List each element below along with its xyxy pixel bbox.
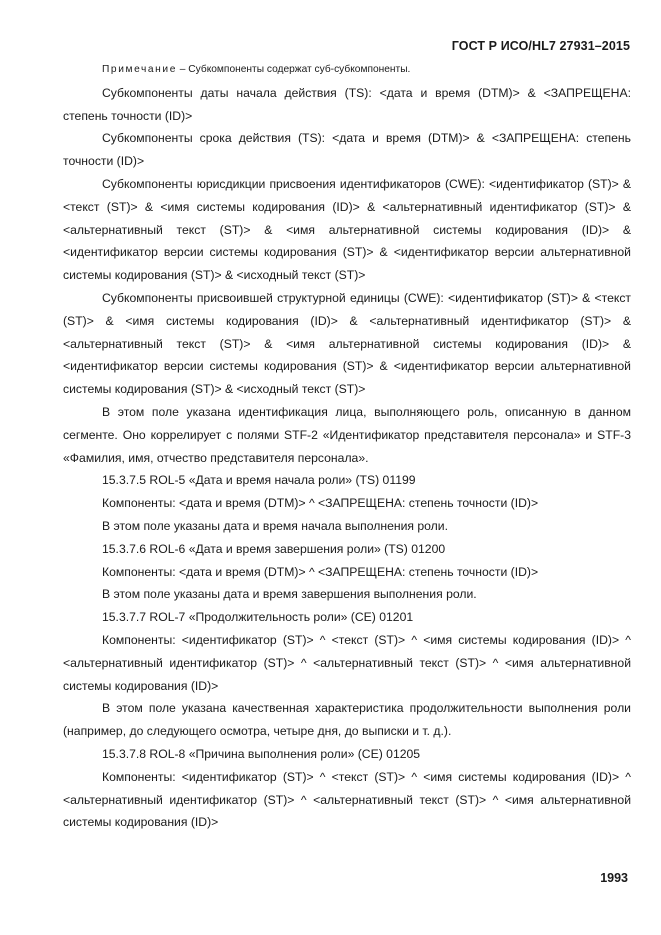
page-body	[63, 59, 631, 834]
paragraph-rol-7-components: Компоненты: <идентификатор (ST)> ^ <текст (ST)> ^ <имя системы кодирования (ID)> ^ <альтернативный идентификатор (ST)> ^ <альтернативный текст (ST)> ^ <имя альтернативной системы кодирования (ID)>	[63, 632, 631, 693]
note-paragraph	[63, 59, 631, 82]
section-heading-rol-7: 15.3.7.7 ROL-7 «Продолжительность роли» (CE) 01201	[102, 610, 414, 625]
paragraph-rol-5-description: В этом поле указаны дата и время начала выполнения роли.	[102, 518, 448, 533]
paragraph-rol-5-components: Компоненты: <дата и время (DTM)> ^ <ЗАПРЕЩЕНА: степень точности (ID)>	[102, 496, 539, 511]
section-heading-rol-6: 15.3.7.6 ROL-6 «Дата и время завершения роли» (TS) 01200	[102, 541, 446, 556]
paragraph-rol-8-components: Компоненты: <идентификатор (ST)> ^ <текст (ST)> ^ <имя системы кодирования (ID)> ^ <альтернативный идентификатор (ST)> ^ <альтернативный текст (ST)> ^ <имя альтернативной системы кодирования (ID)>	[63, 769, 631, 830]
paragraph-field-description: В этом поле указана идентификация лица, выполняющего роль, описанную в данном сегменте. Оно коррелирует с полями STF-2 «Идентификатор представителя персонала» и STF-3 «Фамилия, имя, отчество представителя персонала».	[63, 404, 631, 465]
note-label: Примечание	[102, 64, 177, 75]
paragraph-rol-6-description: В этом поле указаны дата и время завершения выполнения роли.	[102, 587, 477, 602]
paragraph-rol-7-description: В этом поле указана качественная характеристика продолжительности выполнения роли (например, до следующего осмотра, четыре дня, до выписки и т. д.).	[63, 701, 631, 739]
section-heading-rol-5: 15.3.7.5 ROL-5 «Дата и время начала роли» (TS) 01199	[102, 473, 416, 488]
page-number: 1993	[600, 871, 628, 885]
paragraph-assigning-unit-subcomponents: Субкомпоненты присвоившей структурной единицы (CWE): <идентификатор (ST)> & <текст (ST)> & <имя системы кодирования (ID)> & <альтернативный идентификатор (ST)> & <альтернативный текст (ST)> & <имя альтернативной системы кодирования (ID)> & <идентификатор версии системы кодирования (ST)> & <идентификатор версии альтернативной системы кодирования (ST)> & <исходный текст (ST)>	[63, 290, 631, 397]
standard-header: ГОСТ Р ИСО/HL7 27931–2015	[451, 39, 630, 53]
paragraph-start-date-subcomponents: Субкомпоненты даты начала действия (TS): <дата и время (DTM)> & <ЗАПРЕЩЕНА: степень точности (ID)>	[63, 85, 631, 123]
note-text: – Субкомпоненты содержат суб-субкомпоненты.	[176, 64, 411, 75]
paragraph-rol-6-components: Компоненты: <дата и время (DTM)> ^ <ЗАПРЕЩЕНА: степень точности (ID)>	[102, 564, 539, 579]
paragraph-duration-subcomponents: Субкомпоненты срока действия (TS): <дата и время (DTM)> & <ЗАПРЕЩЕНА: степень точности (ID)>	[63, 131, 631, 169]
section-heading-rol-8: 15.3.7.8 ROL-8 «Причина выполнения роли» (CE) 01205	[102, 746, 421, 761]
paragraph-jurisdiction-subcomponents: Субкомпоненты юрисдикции присвоения идентификаторов (CWE): <идентификатор (ST)> & <текст (ST)> & <имя системы кодирования (ID)> & <альтернативный идентификатор (ST)> & <альтернативный текст (ST)> & <имя альтернативной системы кодирования (ID)> & <идентификатор версии системы кодирования (ST)> & <идентификатор версии альтернативной системы кодирования (ST)> & <исходный текст (ST)>	[63, 176, 631, 283]
